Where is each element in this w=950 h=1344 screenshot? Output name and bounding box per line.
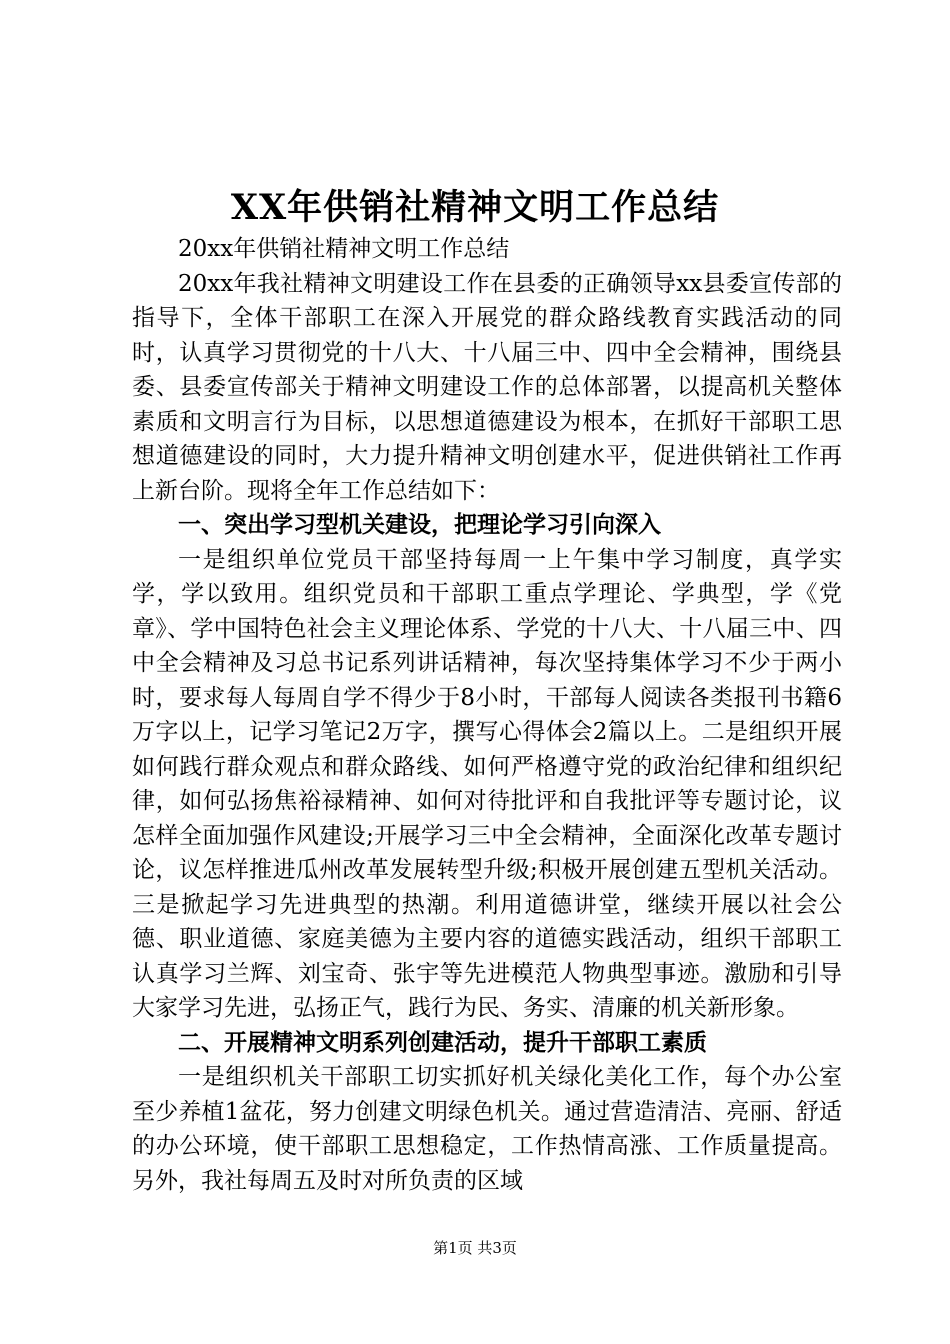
document-title: XX年供销社精神文明工作总结 <box>230 187 720 228</box>
document-body <box>132 232 842 1198</box>
subtitle-paragraph: 20xx年供销社精神文明工作总结 <box>178 236 510 262</box>
section-heading-1: 一、突出学习型机关建设，把理论学习引向深入 <box>178 511 661 538</box>
intro-paragraph: 20xx年我社精神文明建设工作在县委的正确领导xx县委宣传部的指导下，全体干部职工在深入开展党的群众路线教育实践活动的同时，认真学习贯彻党的十八大、十八届三中、四中全会精神，围绕县委、县委宣传部关于精神文明建设工作的总体部署，以提高机关整体素质和文明言行为目标，以思想道德建设为根本，在抓好干部职工思想道德建设的同时，大力提升精神文明创建水平，促进供销社工作再上新台阶。现将全年工作总结如下： <box>132 270 842 504</box>
section-2-paragraph: 一是组织机关干部职工切实抓好机关绿化美化工作，每个办公室至少养植1盆花，努力创建文明绿色机关。通过营造清洁、亮丽、舒适的办公环境，使干部职工思想稳定，工作热情高涨、工作质量提高。另外，我社每周五及时对所负责的区域 <box>132 1064 842 1194</box>
section-heading-2: 二、开展精神文明系列创建活动，提升干部职工素质 <box>178 1028 707 1056</box>
section-1-paragraph: 一是组织单位党员干部坚持每周一上午集中学习制度，真学实学，学以致用。组织党员和干部职工重点学理论、学典型，学《党章》、学中国特色社会主义理论体系、学党的十八大、十八届三中、四中全会精神及习总书记系列讲话精神，每次坚持集体学习不少于两小时，要求每人每周自学不得少于8小时，干部每人阅读各类报刊书籍6万字以上，记学习笔记2万字，撰写心得体会2篇以上。二是组织开展如何践行群众观点和群众路线、如何严格遵守党的政治纪律和组织纪律，如何弘扬焦裕禄精神、如何对待批评和自我批评等专题讨论，议怎样全面加强作风建设;开展学习三中全会精神，全面深化改革专题讨论，议怎样推进瓜州改革发展转型升级;积极开展创建五型机关活动。三是掀起学习先进典型的热潮。利用道德讲堂，继续开展以社会公德、职业道德、家庭美德为主要内容的道德实践活动，组织干部职工认真学习兰辉、刘宝奇、张宇等先进模范人物典型事迹。激励和引导大家学习先进，弘扬正气，践行为民、务实、清廉的机关新形象。 <box>132 546 842 1021</box>
page-footer: 第1页 共3页 <box>433 1239 517 1257</box>
